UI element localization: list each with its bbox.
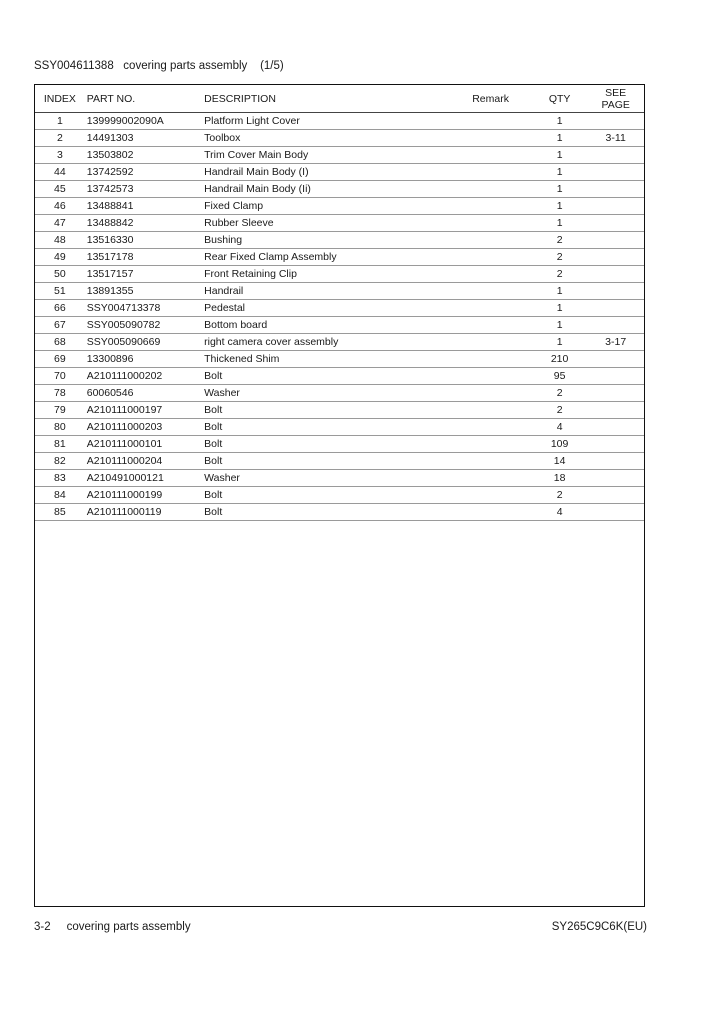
table-row <box>35 283 644 300</box>
table-row <box>35 436 644 453</box>
cell-see-page <box>587 113 644 130</box>
cell-remark <box>472 130 532 147</box>
cell-part-no: 13503802 <box>85 147 204 164</box>
table-row <box>35 113 644 130</box>
cell-description: Washer <box>204 385 472 402</box>
cell-part-no: A210111000119 <box>85 504 204 521</box>
cell-description: Bolt <box>204 368 472 385</box>
cell-description: Bolt <box>204 419 472 436</box>
cell-description: Bolt <box>204 453 472 470</box>
cell-part-no: 13517157 <box>85 266 204 283</box>
cell-see-page <box>587 385 644 402</box>
table-row <box>35 351 644 368</box>
cell-part-no: 13742592 <box>85 164 204 181</box>
parts-table-frame <box>34 84 645 907</box>
cell-index: 1 <box>35 113 85 130</box>
cell-description: Handrail Main Body (Ii) <box>204 181 472 198</box>
cell-description: Thickened Shim <box>204 351 472 368</box>
table-row <box>35 249 644 266</box>
cell-see-page <box>587 470 644 487</box>
cell-part-no: SSY004713378 <box>85 300 204 317</box>
cell-remark <box>472 198 532 215</box>
cell-description: Bolt <box>204 436 472 453</box>
table-row <box>35 300 644 317</box>
cell-qty: 1 <box>532 283 588 300</box>
cell-index: 69 <box>35 351 85 368</box>
cell-qty: 4 <box>532 504 588 521</box>
cell-part-no: A210111000199 <box>85 487 204 504</box>
cell-description: Trim Cover Main Body <box>204 147 472 164</box>
cell-part-no: 14491303 <box>85 130 204 147</box>
cell-index: 48 <box>35 232 85 249</box>
cell-index: 51 <box>35 283 85 300</box>
cell-description: Bolt <box>204 504 472 521</box>
cell-description: Rear Fixed Clamp Assembly <box>204 249 472 266</box>
cell-part-no: A210111000204 <box>85 453 204 470</box>
cell-qty: 109 <box>532 436 588 453</box>
cell-qty: 1 <box>532 215 588 232</box>
cell-see-page <box>587 402 644 419</box>
cell-see-page <box>587 368 644 385</box>
table-row <box>35 334 644 351</box>
cell-index: 66 <box>35 300 85 317</box>
table-row <box>35 266 644 283</box>
cell-index: 45 <box>35 181 85 198</box>
cell-qty: 2 <box>532 487 588 504</box>
cell-see-page <box>587 232 644 249</box>
cell-index: 82 <box>35 453 85 470</box>
cell-part-no: A210111000202 <box>85 368 204 385</box>
table-row <box>35 147 644 164</box>
table-row <box>35 232 644 249</box>
cell-index: 70 <box>35 368 85 385</box>
table-row <box>35 402 644 419</box>
cell-part-no: A210111000197 <box>85 402 204 419</box>
cell-qty: 1 <box>532 334 588 351</box>
cell-qty: 1 <box>532 317 588 334</box>
cell-index: 81 <box>35 436 85 453</box>
cell-remark <box>472 113 532 130</box>
cell-qty: 1 <box>532 147 588 164</box>
cell-part-no: SSY005090669 <box>85 334 204 351</box>
table-body <box>35 113 644 521</box>
cell-part-no: 60060546 <box>85 385 204 402</box>
cell-see-page <box>587 198 644 215</box>
cell-see-page <box>587 436 644 453</box>
cell-index: 2 <box>35 130 85 147</box>
cell-see-page <box>587 164 644 181</box>
cell-qty: 1 <box>532 300 588 317</box>
cell-qty: 2 <box>532 266 588 283</box>
see-page-line-2: PAGE <box>601 98 630 111</box>
cell-index: 78 <box>35 385 85 402</box>
cell-part-no: 13488841 <box>85 198 204 215</box>
cell-qty: 2 <box>532 385 588 402</box>
footer-model-code: SY265C9C6K(EU) <box>551 921 647 933</box>
cell-remark <box>472 419 532 436</box>
cell-index: 50 <box>35 266 85 283</box>
cell-see-page <box>587 283 644 300</box>
cell-part-no: A210111000203 <box>85 419 204 436</box>
cell-remark <box>472 317 532 334</box>
cell-remark <box>472 164 532 181</box>
cell-see-page <box>587 215 644 232</box>
cell-description: Toolbox <box>204 130 472 147</box>
cell-part-no: 139999002090A <box>85 113 204 130</box>
cell-index: 79 <box>35 402 85 419</box>
cell-remark <box>472 283 532 300</box>
cell-description: Bolt <box>204 402 472 419</box>
cell-index: 80 <box>35 419 85 436</box>
column-header-qty: QTY <box>532 85 588 113</box>
table-row <box>35 470 644 487</box>
cell-remark <box>472 181 532 198</box>
cell-see-page <box>587 147 644 164</box>
cell-part-no: SSY005090782 <box>85 317 204 334</box>
cell-see-page <box>587 351 644 368</box>
cell-remark <box>472 436 532 453</box>
table-row <box>35 130 644 147</box>
cell-remark <box>472 487 532 504</box>
cell-description: Bushing <box>204 232 472 249</box>
cell-qty: 210 <box>532 351 588 368</box>
cell-index: 83 <box>35 470 85 487</box>
column-header-description: DESCRIPTION <box>204 85 472 113</box>
table-row <box>35 181 644 198</box>
table-row <box>35 215 644 232</box>
cell-see-page <box>587 419 644 436</box>
cell-see-page <box>587 504 644 521</box>
cell-index: 85 <box>35 504 85 521</box>
cell-description: Handrail <box>204 283 472 300</box>
cell-qty: 2 <box>532 249 588 266</box>
table-row <box>35 317 644 334</box>
cell-see-page <box>587 317 644 334</box>
cell-part-no: 13300896 <box>85 351 204 368</box>
cell-description: Front Retaining Clip <box>204 266 472 283</box>
column-header-see-page <box>587 85 644 113</box>
cell-qty: 95 <box>532 368 588 385</box>
cell-remark <box>472 402 532 419</box>
cell-description: Fixed Clamp <box>204 198 472 215</box>
cell-index: 84 <box>35 487 85 504</box>
cell-qty: 1 <box>532 130 588 147</box>
cell-description: Pedestal <box>204 300 472 317</box>
cell-qty: 1 <box>532 113 588 130</box>
cell-see-page <box>587 487 644 504</box>
cell-qty: 18 <box>532 470 588 487</box>
cell-remark <box>472 300 532 317</box>
cell-description: Bolt <box>204 487 472 504</box>
table-row <box>35 164 644 181</box>
cell-remark <box>472 351 532 368</box>
cell-part-no: 13516330 <box>85 232 204 249</box>
cell-see-page <box>587 266 644 283</box>
cell-see-page: 3-11 <box>587 130 644 147</box>
cell-qty: 1 <box>532 164 588 181</box>
cell-remark <box>472 385 532 402</box>
cell-description: Rubber Sleeve <box>204 215 472 232</box>
parts-table <box>35 85 644 521</box>
table-row <box>35 385 644 402</box>
cell-qty: 14 <box>532 453 588 470</box>
table-row <box>35 368 644 385</box>
cell-qty: 1 <box>532 198 588 215</box>
cell-see-page <box>587 181 644 198</box>
cell-remark <box>472 232 532 249</box>
cell-index: 3 <box>35 147 85 164</box>
page-title: SSY004611388 covering parts assembly (1/5) <box>34 60 284 72</box>
cell-part-no: 13742573 <box>85 181 204 198</box>
cell-index: 49 <box>35 249 85 266</box>
column-header-part-no: PART NO. <box>85 85 204 113</box>
see-page-line-1: SEE <box>605 86 627 99</box>
cell-see-page <box>587 300 644 317</box>
cell-see-page <box>587 249 644 266</box>
cell-qty: 2 <box>532 402 588 419</box>
cell-description: right camera cover assembly <box>204 334 472 351</box>
cell-description: Platform Light Cover <box>204 113 472 130</box>
cell-remark <box>472 215 532 232</box>
cell-see-page: 3-17 <box>587 334 644 351</box>
cell-description: Handrail Main Body (I) <box>204 164 472 181</box>
cell-index: 68 <box>35 334 85 351</box>
table-row <box>35 487 644 504</box>
table-row <box>35 504 644 521</box>
table-header-row <box>35 85 644 113</box>
cell-remark <box>472 470 532 487</box>
table-row <box>35 198 644 215</box>
cell-qty: 4 <box>532 419 588 436</box>
cell-part-no: 13891355 <box>85 283 204 300</box>
cell-index: 44 <box>35 164 85 181</box>
cell-remark <box>472 368 532 385</box>
cell-remark <box>472 249 532 266</box>
cell-remark <box>472 147 532 164</box>
footer-section-label: 3-2 covering parts assembly <box>34 921 191 933</box>
cell-remark <box>472 334 532 351</box>
cell-part-no: A210111000101 <box>85 436 204 453</box>
cell-index: 47 <box>35 215 85 232</box>
cell-qty: 2 <box>532 232 588 249</box>
cell-index: 46 <box>35 198 85 215</box>
cell-part-no: A210491000121 <box>85 470 204 487</box>
cell-remark <box>472 504 532 521</box>
cell-part-no: 13517178 <box>85 249 204 266</box>
table-row <box>35 419 644 436</box>
cell-index: 67 <box>35 317 85 334</box>
cell-see-page <box>587 453 644 470</box>
cell-remark <box>472 453 532 470</box>
cell-remark <box>472 266 532 283</box>
column-header-remark: Remark <box>472 85 532 113</box>
cell-qty: 1 <box>532 181 588 198</box>
table-row <box>35 453 644 470</box>
column-header-index: INDEX <box>35 85 85 113</box>
cell-part-no: 13488842 <box>85 215 204 232</box>
cell-description: Bottom board <box>204 317 472 334</box>
cell-description: Washer <box>204 470 472 487</box>
